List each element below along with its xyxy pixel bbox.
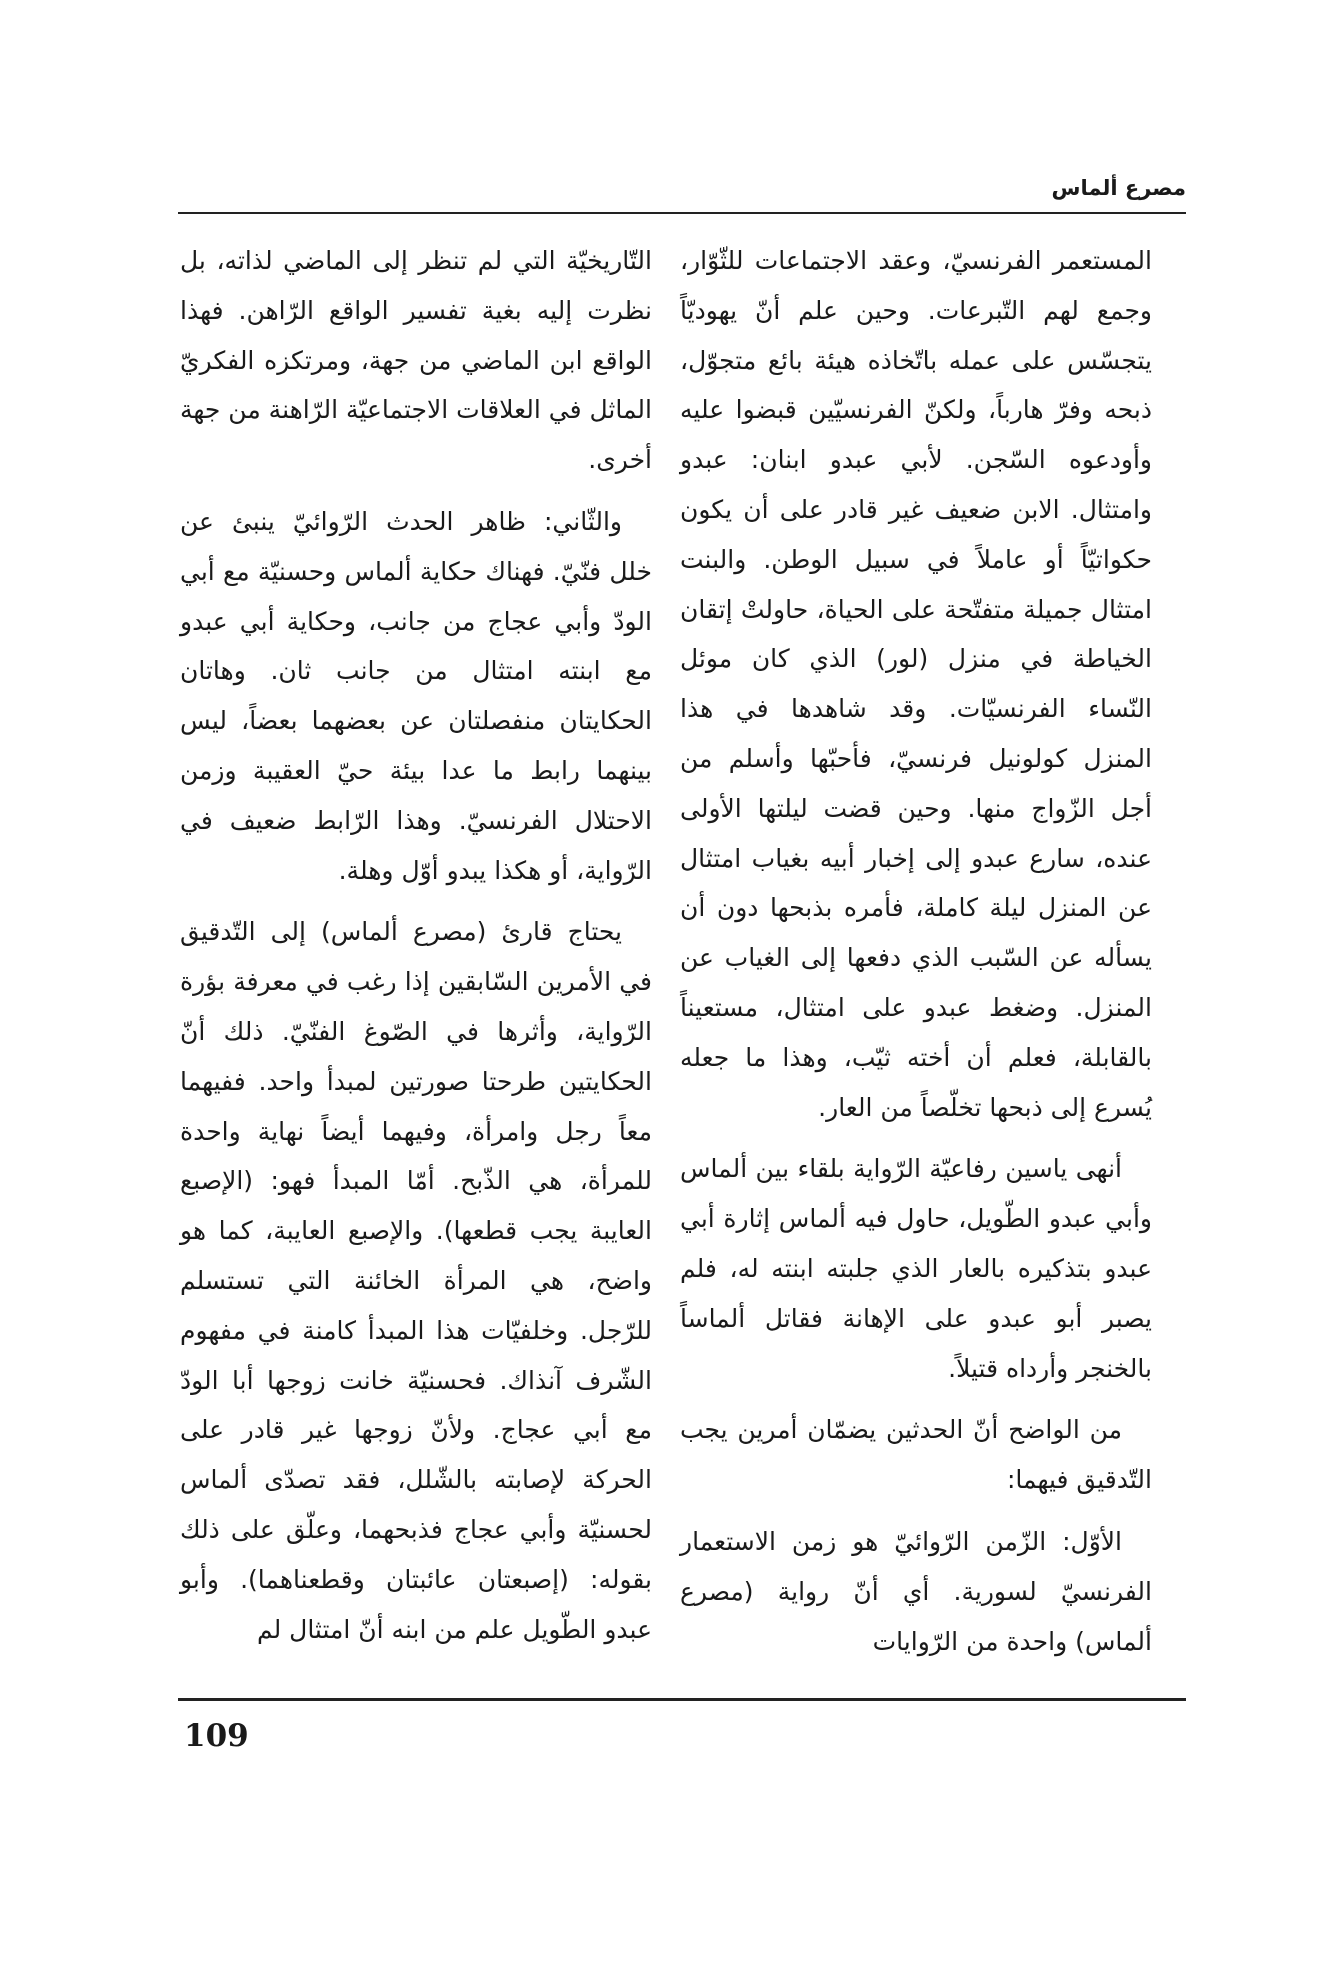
page-number: 109	[184, 1718, 249, 1754]
paragraph: والثّاني: ظاهر الحدث الرّوائيّ ينبئ عن خلل فنّيّ. فهناك حكاية ألماس وحسنيّة مع أبي الودّ وأبي عجاج من جانب، وحكاية أبي عبدو مع ابنته امتثال من جانب ثان. وهاتان الحكايتان منفصلتان عن بعضهما بعضاً، ليس بينهما رابط ما عدا بيئة حيّ العقيبة وزمن الاحتلال الفرنسيّ. وهذا الرّابط ضعيف في الرّواية، أو هكذا يبدو أوّل وهلة.	[180, 506, 652, 885]
running-head-title: مصرع ألماس	[1051, 176, 1186, 200]
paragraph: من الواضح أنّ الحدثين يضمّان أمرين يجب التّدقيق فيهما:	[680, 1415, 1152, 1495]
footer-rule	[178, 1698, 1186, 1701]
column-right	[680, 236, 1152, 1678]
paragraph: الأوّل: الزّمن الرّوائيّ هو زمن الاستعمار الفرنسيّ لسورية. أي أنّ رواية (مصرع ألماس) واحدة من الرّوايات	[680, 1526, 1152, 1656]
paragraph: يحتاج قارئ (مصرع ألماس) إلى التّدقيق في الأمرين السّابقين إذا رغب في معرفة بؤرة الرّواية، وأثرها في الصّوغ الفنّيّ. ذلك أنّ الحكايتين طرحتا صورتين لمبدأ واحد. ففيهما معاً رجل وامرأة، وفيهما أيضاً نهاية واحدة للمرأة، هي الذّبح. أمّا المبدأ فهو: (الإصبع العايبة يجب قطعها). والإصبع العايبة، كما هو واضح، هي المرأة الخائنة التي تستسلم للرّجل. وخلفيّات هذا المبدأ كامنة في مفهوم الشّرف آنذاك. فحسنيّة خانت زوجها أبا الودّ مع أبي عجاج. ولأنّ زوجها غير قادر على الحركة لإصابته بالشّلل، فقد تصدّى ألماس لحسنيّة وأبي عجاج فذبحهما، وعلّق على ذلك بقوله: (إصبعتان عائبتان وقطعناهما). وأبو عبدو الطّويل علم من ابنه أنّ امتثال لم	[180, 917, 652, 1644]
paragraph: المستعمر الفرنسيّ، وعقد الاجتماعات للثّوّار، وجمع لهم التّبرعات. وحين علم أنّ يهوديّاً يتجسّس على عمله باتّخاذه هيئة بائع متجوّل، ذبحه وفرّ هارباً، ولكنّ الفرنسيّين قبضوا عليه وأودعوه السّجن. لأبي عبدو ابنان: عبدو وامتثال. الابن ضعيف غير قادر على أن يكون حكواتيّاً أو عاملاً في سبيل الوطن. والبنت امتثال جميلة متفتّحة على الحياة، حاولتْ إتقان الخياطة في منزل (لور) الذي كان موئل النّساء الفرنسيّات. وقد شاهدها في هذا المنزل كولونيل فرنسيّ، فأحبّها وأسلم من أجل الزّواج منها. وحين قضت ليلتها الأولى عنده، سارع عبدو إلى إخبار أبيه بغياب امتثال عن المنزل ليلة كاملة، فأمره بذبحها دون أن يسأله عن السّبب الذي دفعها إلى الغياب عن المنزل. وضغط عبدو على امتثال، مستعيناً بالقابلة، فعلم أن أخته ثيّب، وهذا ما جعله يُسرع إلى ذبحها تخلّصاً من العار.	[680, 246, 1152, 1122]
paragraph: التّاريخيّة التي لم تنظر إلى الماضي لذاته، بل نظرت إليه بغية تفسير الواقع الرّاهن. فهذا الواقع ابن الماضي من جهة، ومرتكزه الفكريّ الماثل في العلاقات الاجتماعيّة الرّاهنة من جهة أخرى.	[179, 246, 652, 475]
column-left	[180, 236, 652, 1666]
paragraph: أنهى ياسين رفاعيّة الرّواية بلقاء بين ألماس وأبي عبدو الطّويل، حاول فيه ألماس إثارة أبي عبدو بتذكيره بالعار الذي جلبته ابنته له، فلم يصبر أبو عبدو على الإهانة فقاتل ألماساً بالخنجر وأرداه قتيلاً.	[680, 1154, 1152, 1383]
header-rule	[178, 212, 1186, 214]
